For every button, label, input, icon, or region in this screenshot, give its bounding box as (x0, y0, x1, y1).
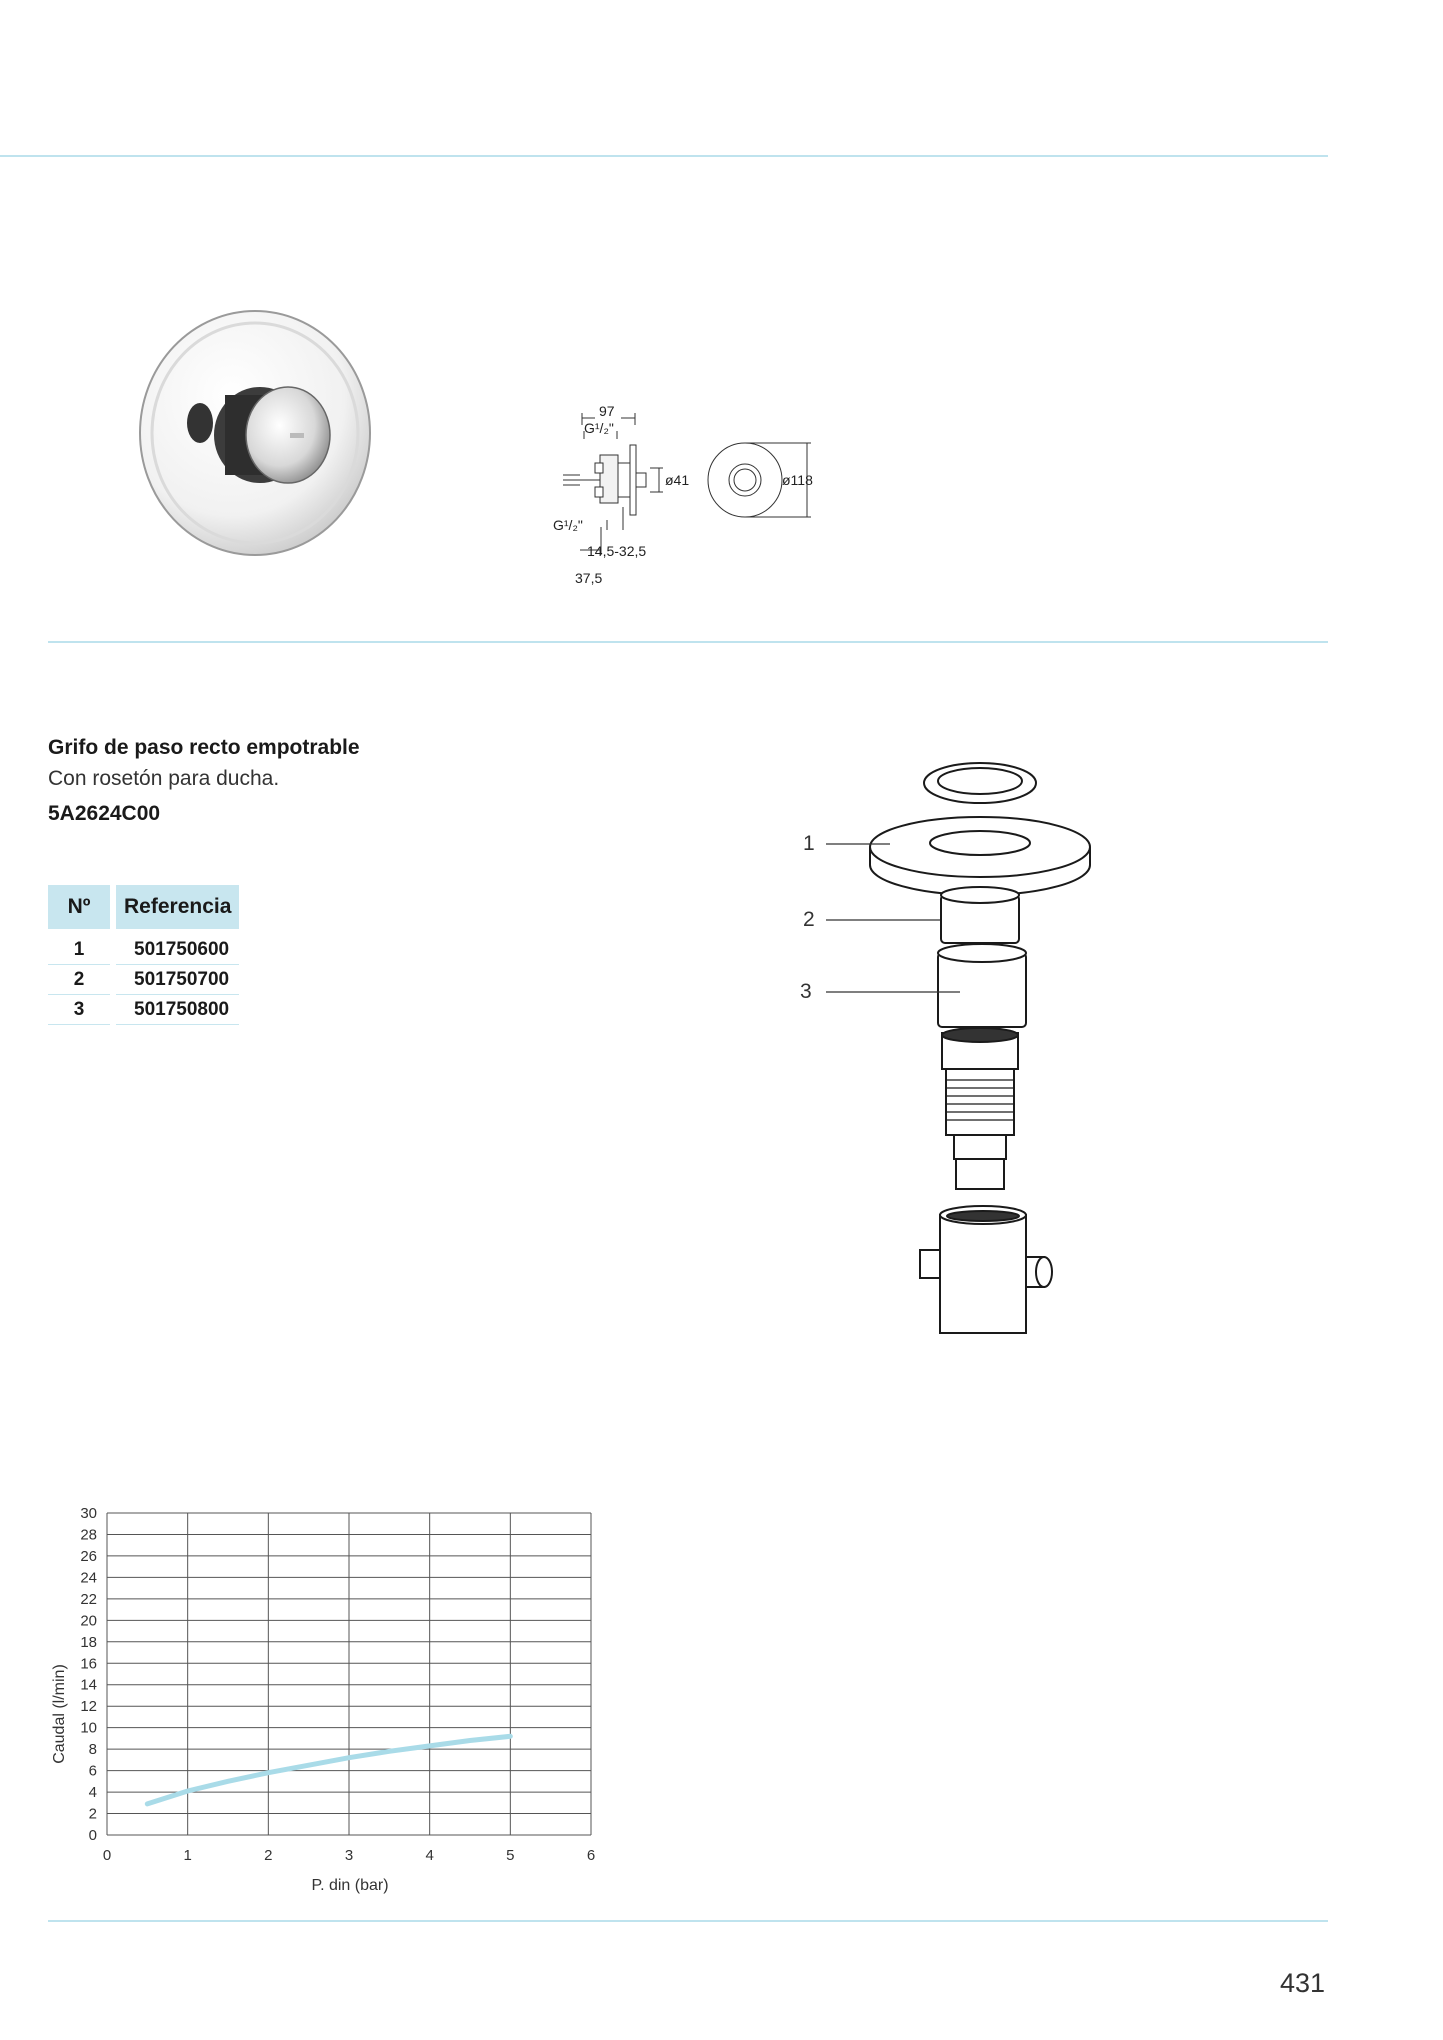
bottom-divider (48, 1920, 1328, 1922)
dim-thread-bottom: G¹/₂" (553, 517, 583, 533)
y-tick-label: 8 (88, 1741, 97, 1759)
y-tick-label: 6 (88, 1762, 97, 1780)
x-tick-label: 6 (586, 1847, 596, 1864)
row-ref: 501750800 (116, 995, 239, 1025)
y-tick-label: 2 (88, 1805, 97, 1823)
header-ref: Referencia (116, 885, 239, 929)
callout-1: 1 (803, 832, 815, 855)
y-tick-label: 24 (80, 1569, 97, 1587)
dim-diam-large: ø118 (782, 472, 813, 488)
row-ref: 501750700 (116, 965, 239, 995)
table-row (48, 929, 239, 965)
x-tick-label: 0 (102, 1847, 112, 1864)
flow-chart (40, 1490, 600, 1900)
row-ref: 501750600 (116, 929, 239, 965)
x-tick-label: 1 (183, 1847, 192, 1864)
row-no: 1 (48, 929, 110, 965)
exploded-view (790, 745, 1120, 1345)
x-tick-label: 4 (425, 1847, 434, 1864)
y-tick-label: 28 (80, 1526, 97, 1544)
product-subtitle: Con rosetón para ducha. (48, 767, 280, 790)
top-divider (0, 155, 1328, 157)
dim-depth: 37,5 (575, 570, 603, 586)
page-number: 431 (1280, 1968, 1326, 1998)
dim-width: 97 (599, 403, 615, 419)
callout-3: 3 (800, 980, 812, 1003)
dim-thread-top: G¹/₂" (584, 420, 614, 436)
technical-drawing (545, 395, 845, 605)
product-photo (130, 305, 390, 565)
y-tick-label: 14 (80, 1676, 97, 1694)
product-title: Grifo de paso recto empotrable (48, 736, 360, 759)
y-tick-label: 22 (80, 1590, 97, 1608)
y-tick-label: 12 (80, 1698, 97, 1716)
y-tick-label: 16 (80, 1655, 97, 1673)
y-ticks (80, 1505, 97, 1844)
y-tick-label: 26 (80, 1547, 97, 1565)
dim-range: 14,5-32,5 (587, 543, 647, 559)
parts-table (42, 885, 245, 1025)
table-row (48, 995, 239, 1025)
y-tick-label: 18 (80, 1633, 97, 1651)
x-axis-label: P. din (bar) (311, 1877, 389, 1894)
callout-2: 2 (803, 908, 815, 931)
row-no: 2 (48, 965, 110, 995)
row-no: 3 (48, 995, 110, 1025)
middle-divider (48, 641, 1328, 643)
parts-header-row (48, 885, 239, 929)
table-row (48, 965, 239, 995)
y-tick-label: 30 (80, 1505, 97, 1522)
y-tick-label: 10 (80, 1719, 97, 1737)
x-tick-label: 3 (344, 1847, 354, 1864)
y-tick-label: 4 (88, 1784, 97, 1802)
x-tick-label: 5 (506, 1847, 515, 1864)
y-tick-label: 0 (88, 1827, 97, 1844)
x-tick-label: 2 (264, 1847, 273, 1864)
y-axis-label: Caudal (l/min) (51, 1664, 68, 1764)
header-no: Nº (48, 885, 110, 929)
dim-diam-small: ø41 (665, 472, 690, 488)
y-tick-label: 20 (80, 1612, 97, 1630)
chart-grid (107, 1513, 591, 1835)
x-ticks (103, 1847, 595, 1864)
product-code: 5A2624C00 (48, 802, 161, 825)
